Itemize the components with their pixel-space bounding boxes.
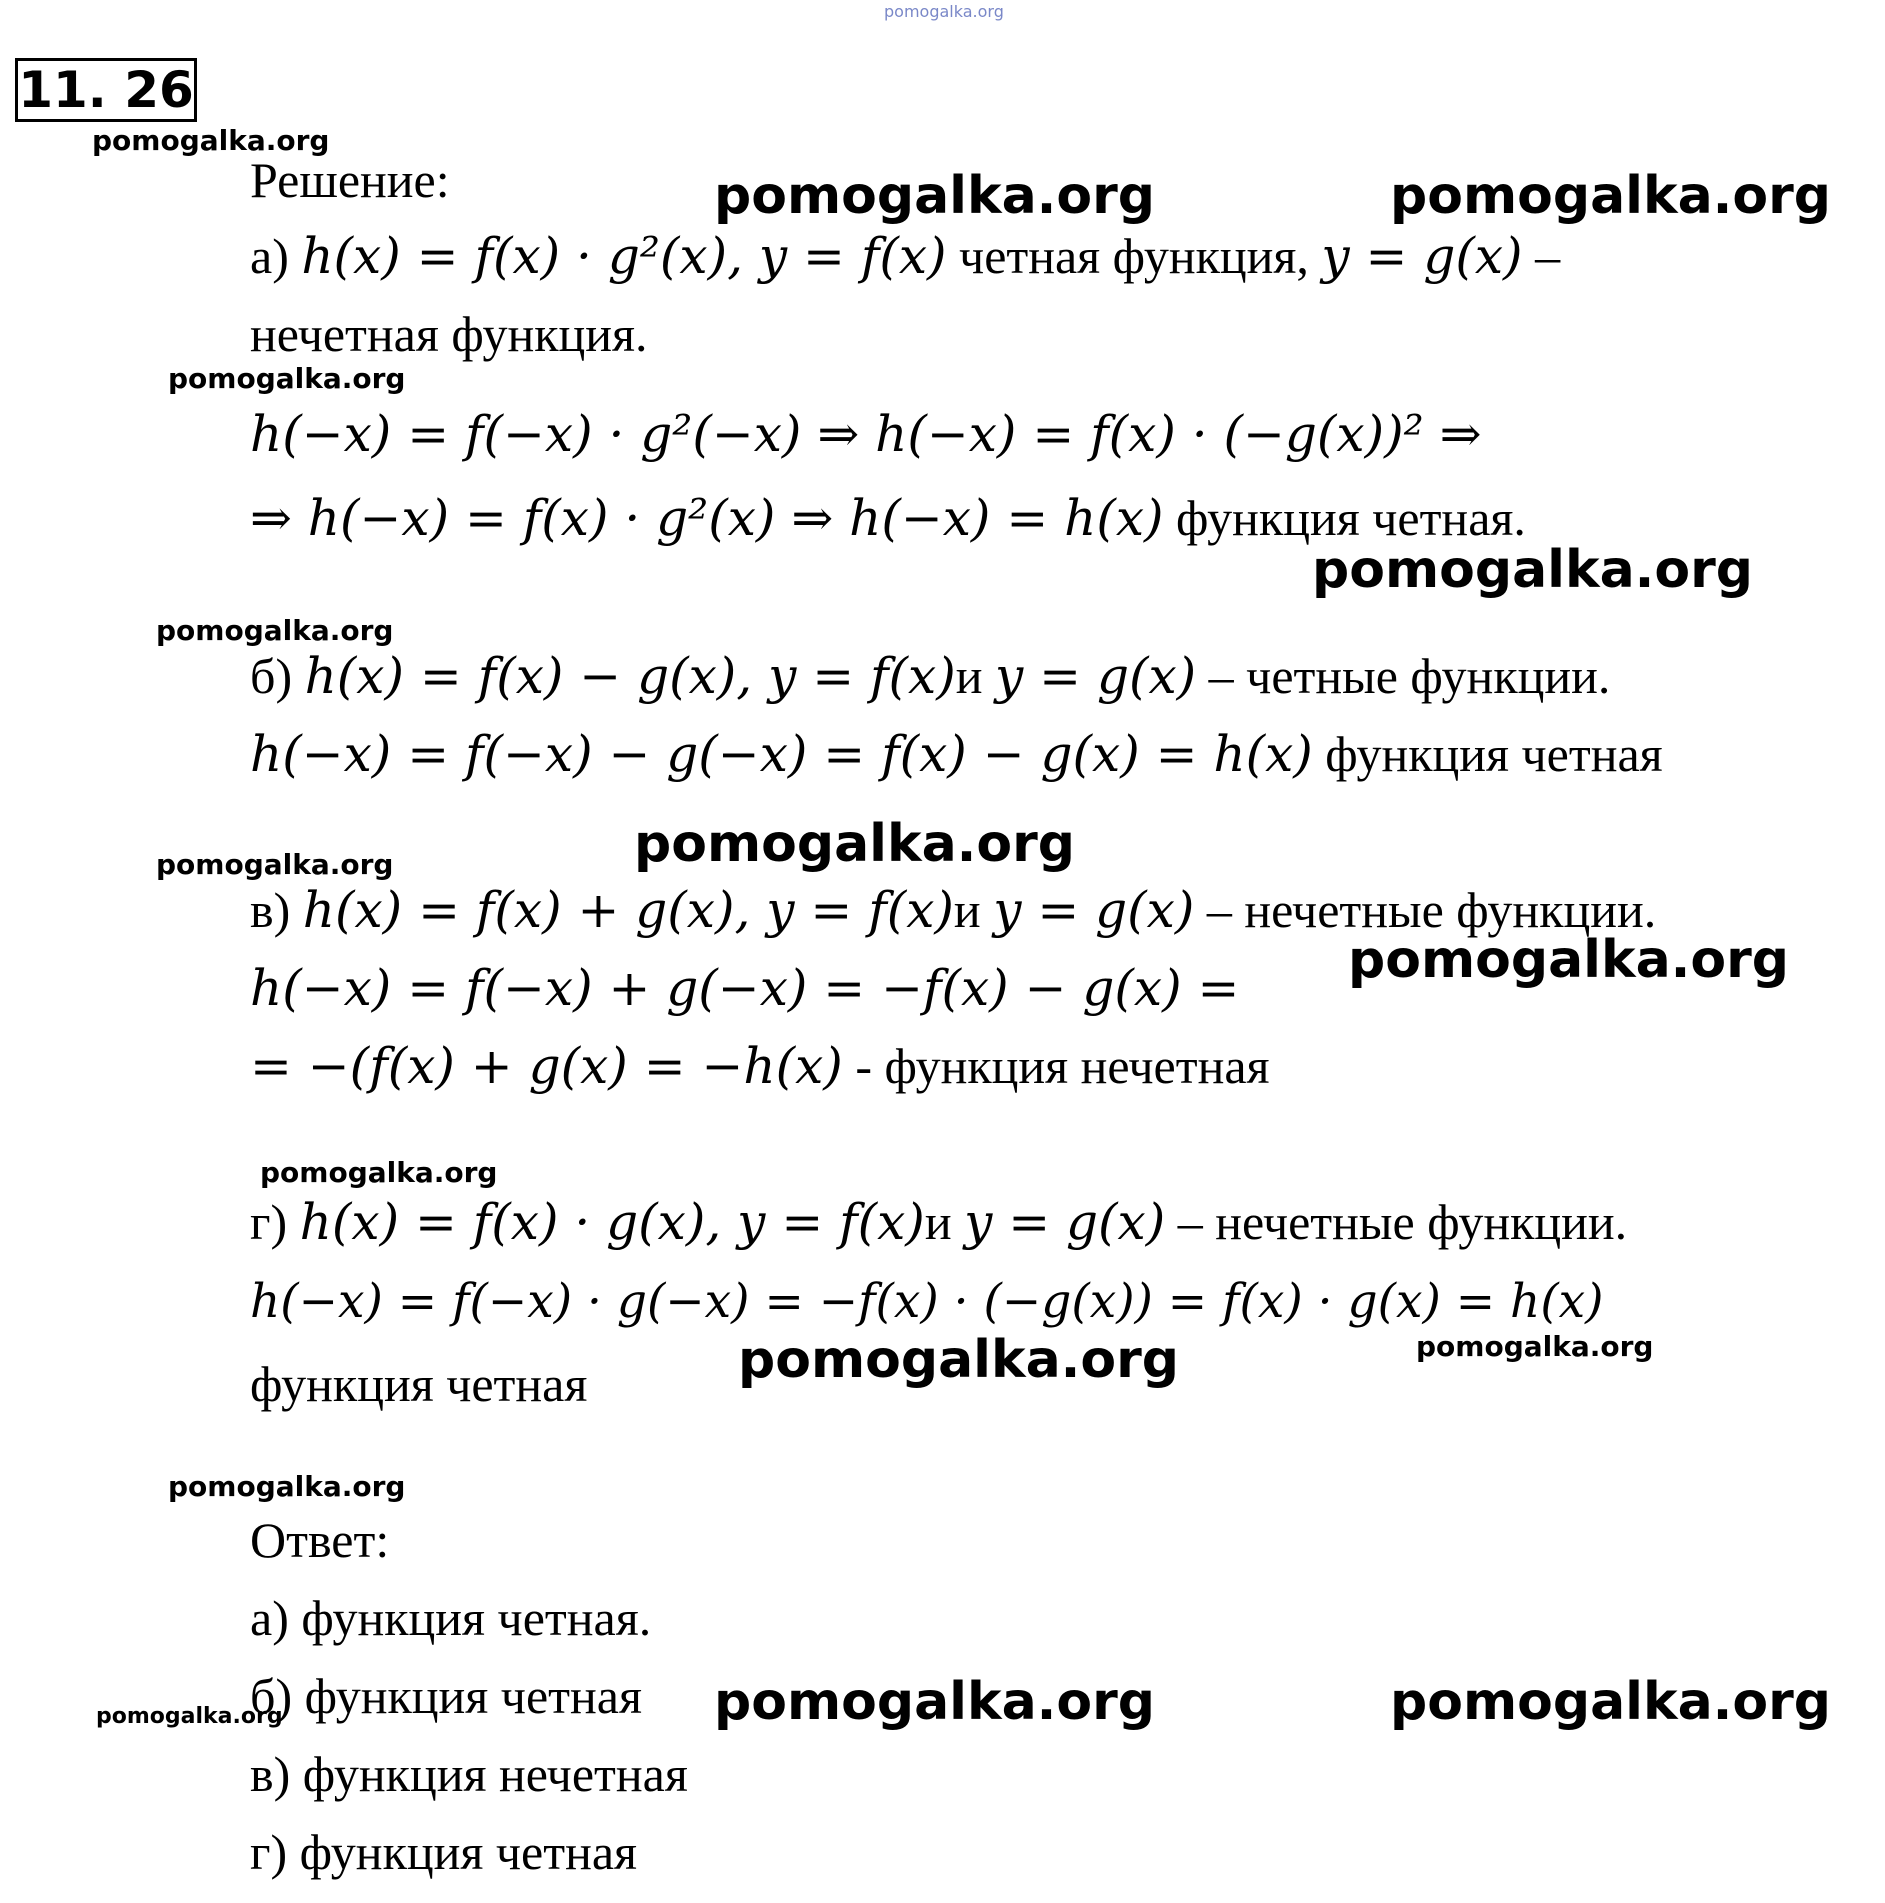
- solution-heading: Решение:: [250, 152, 450, 208]
- watermark-small: pomogalka.org: [1416, 1330, 1654, 1363]
- watermark-large: pomogalka.org: [714, 1672, 1156, 1732]
- part-b-label: б): [250, 648, 305, 704]
- part-b-derivation: h(−x) = f(−x) − g(−x) = f(x) − g(x) = h(x): [250, 725, 1313, 783]
- watermark-large: pomogalka.org: [1390, 1672, 1832, 1732]
- part-a-label: а): [250, 228, 302, 284]
- part-g-and: и: [924, 1194, 965, 1250]
- part-a-line-1: [250, 226, 1560, 286]
- part-g-label: г): [250, 1194, 300, 1250]
- watermark-small: pomogalka.org: [156, 848, 394, 881]
- watermark-large: pomogalka.org: [1390, 166, 1832, 226]
- part-a-derivation: ⇒ h(−x) = f(x) · g²(x) ⇒ h(−x) = h(x): [250, 489, 1164, 547]
- part-a-formula-2: y = g(x): [1321, 227, 1523, 285]
- top-watermark: pomogalka.org: [884, 2, 1004, 21]
- part-b-formula: h(x) = f(x) − g(x), y = f(x): [304, 647, 956, 705]
- part-v-label: в): [250, 882, 303, 938]
- watermark-small: pomogalka.org: [156, 614, 394, 647]
- part-b-conclusion: функция четная: [1312, 726, 1663, 782]
- part-v-conclusion: - функция нечетная: [842, 1038, 1270, 1094]
- part-a-text: четная функция,: [946, 228, 1322, 284]
- answer-item-b: б) функция четная: [250, 1668, 642, 1724]
- part-v-and: и: [953, 882, 994, 938]
- part-a-formula: h(x) = f(x) · g²(x), y = f(x): [301, 227, 947, 285]
- part-b-and: и: [955, 648, 996, 704]
- part-v-derivation: = −(f(x) + g(x) = −h(x): [250, 1037, 843, 1095]
- answer-item-a: а) функция четная.: [250, 1590, 652, 1646]
- part-b-text: – четные функции.: [1196, 648, 1611, 704]
- part-v-line-3: [250, 1036, 1270, 1096]
- problem-number: 11. 26: [15, 58, 197, 122]
- part-g-text: – нечетные функции.: [1165, 1194, 1628, 1250]
- part-a-line-3: h(−x) = f(−x) · g²(−x) ⇒ h(−x) = f(x) · (−g(x))² ⇒: [250, 405, 1482, 463]
- part-b-formula-2: y = g(x): [995, 647, 1197, 705]
- part-g-line-3: функция четная: [250, 1356, 588, 1412]
- answer-item-v: в) функция нечетная: [250, 1746, 688, 1802]
- answer-heading: Ответ:: [250, 1512, 390, 1568]
- part-g-formula-2: y = g(x): [964, 1193, 1166, 1251]
- part-a-line-4: [250, 488, 1526, 548]
- part-g-line-1: [250, 1192, 1627, 1252]
- part-v-formula-2: y = g(x): [993, 881, 1195, 939]
- part-g-line-2: h(−x) = f(−x) · g(−x) = −f(x) · (−g(x)) = f(x) · g(x) = h(x): [250, 1274, 1604, 1329]
- watermark-small: pomogalka.org: [168, 362, 406, 395]
- part-b-line-2: [250, 724, 1663, 784]
- watermark-large: pomogalka.org: [634, 814, 1076, 874]
- part-a-dash: –: [1522, 228, 1561, 284]
- watermark-large: pomogalka.org: [1312, 540, 1754, 600]
- part-v-formula: h(x) = f(x) + g(x), y = f(x): [302, 881, 954, 939]
- part-v-text: – нечетные функции.: [1194, 882, 1657, 938]
- part-a-conclusion: функция четная.: [1163, 490, 1526, 546]
- watermark-small: pomogalka.org: [92, 124, 330, 157]
- watermark-small: pomogalka.org: [96, 1704, 283, 1729]
- part-v-line-2: h(−x) = f(−x) + g(−x) = −f(x) − g(x) =: [250, 959, 1240, 1017]
- watermark-small: pomogalka.org: [168, 1470, 406, 1503]
- part-g-formula: h(x) = f(x) · g(x), y = f(x): [299, 1193, 925, 1251]
- watermark-small: pomogalka.org: [260, 1156, 498, 1189]
- watermark-large: pomogalka.org: [1348, 930, 1790, 990]
- answer-item-g: г) функция четная: [250, 1824, 638, 1880]
- watermark-large: pomogalka.org: [738, 1330, 1180, 1390]
- part-a-line-2: нечетная функция.: [250, 306, 648, 362]
- watermark-large: pomogalka.org: [714, 166, 1156, 226]
- part-b-line-1: [250, 646, 1610, 706]
